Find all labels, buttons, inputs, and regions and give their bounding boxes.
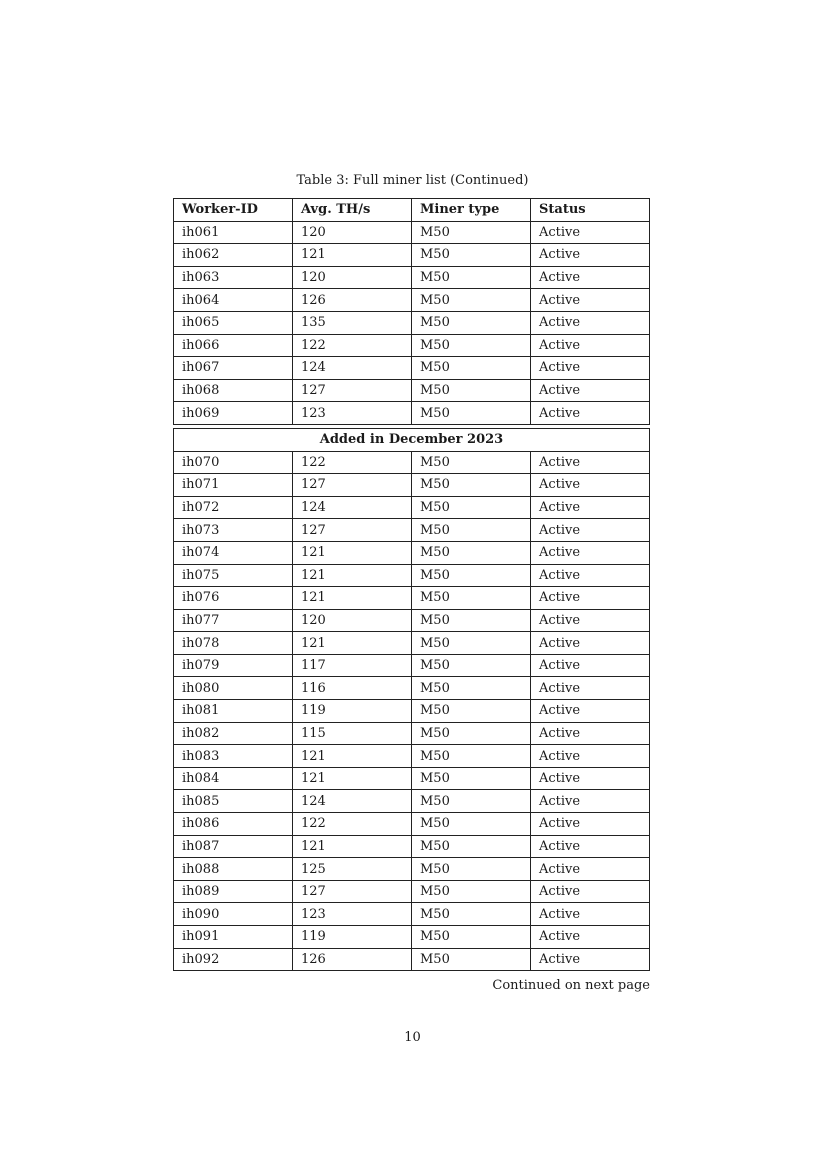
cell-worker-id: ih085 (174, 790, 293, 813)
cell-avg-ths: 127 (293, 379, 412, 402)
cell-avg-ths: 126 (293, 289, 412, 312)
cell-worker-id: ih081 (174, 700, 293, 723)
cell-miner-type: M50 (412, 677, 531, 700)
cell-miner-type: M50 (412, 767, 531, 790)
cell-worker-id: ih066 (174, 334, 293, 357)
cell-miner-type: M50 (412, 541, 531, 564)
cell-worker-id: ih061 (174, 221, 293, 244)
cell-worker-id: ih068 (174, 379, 293, 402)
cell-worker-id: ih083 (174, 745, 293, 768)
table-row (174, 654, 650, 677)
cell-miner-type: M50 (412, 474, 531, 497)
page-number: 10 (404, 1030, 421, 1045)
cell-worker-id: ih087 (174, 835, 293, 858)
table-row (174, 632, 650, 655)
table-row (174, 289, 650, 312)
cell-miner-type: M50 (412, 722, 531, 745)
cell-worker-id: ih091 (174, 926, 293, 949)
cell-status: Active (531, 289, 650, 312)
cell-miner-type: M50 (412, 451, 531, 474)
cell-avg-ths: 120 (293, 609, 412, 632)
table-row (174, 813, 650, 836)
cell-avg-ths: 121 (293, 244, 412, 267)
table-row (174, 790, 650, 813)
cell-miner-type: M50 (412, 519, 531, 542)
cell-worker-id: ih090 (174, 903, 293, 926)
cell-status: Active (531, 564, 650, 587)
cell-worker-id: ih077 (174, 609, 293, 632)
cell-miner-type: M50 (412, 564, 531, 587)
cell-avg-ths: 121 (293, 564, 412, 587)
cell-status: Active (531, 677, 650, 700)
cell-worker-id: ih065 (174, 311, 293, 334)
cell-worker-id: ih089 (174, 880, 293, 903)
cell-status: Active (531, 745, 650, 768)
cell-avg-ths: 127 (293, 880, 412, 903)
cell-miner-type: M50 (412, 496, 531, 519)
cell-worker-id: ih086 (174, 813, 293, 836)
table-body-part1 (174, 221, 650, 424)
table-row (174, 587, 650, 610)
cell-worker-id: ih074 (174, 541, 293, 564)
table-row (174, 858, 650, 881)
cell-status: Active (531, 722, 650, 745)
cell-status: Active (531, 221, 650, 244)
table-row (174, 745, 650, 768)
cell-worker-id: ih075 (174, 564, 293, 587)
cell-avg-ths: 115 (293, 722, 412, 745)
cell-miner-type: M50 (412, 221, 531, 244)
table-row (174, 767, 650, 790)
cell-status: Active (531, 813, 650, 836)
cell-miner-type: M50 (412, 903, 531, 926)
cell-miner-type: M50 (412, 587, 531, 610)
cell-avg-ths: 121 (293, 632, 412, 655)
cell-avg-ths: 119 (293, 700, 412, 723)
cell-miner-type: M50 (412, 609, 531, 632)
table-row (174, 402, 650, 425)
cell-miner-type: M50 (412, 289, 531, 312)
cell-status: Active (531, 357, 650, 380)
cell-avg-ths: 122 (293, 451, 412, 474)
table-body-part2 (174, 451, 650, 971)
table-row (174, 541, 650, 564)
cell-avg-ths: 117 (293, 654, 412, 677)
table-row (174, 244, 650, 267)
cell-avg-ths: 124 (293, 790, 412, 813)
miner-table (173, 198, 650, 971)
cell-miner-type: M50 (412, 379, 531, 402)
cell-worker-id: ih070 (174, 451, 293, 474)
cell-avg-ths: 121 (293, 835, 412, 858)
cell-status: Active (531, 880, 650, 903)
cell-avg-ths: 121 (293, 541, 412, 564)
cell-worker-id: ih071 (174, 474, 293, 497)
cell-status: Active (531, 700, 650, 723)
header-status: Status (531, 199, 650, 222)
cell-miner-type: M50 (412, 244, 531, 267)
cell-miner-type: M50 (412, 948, 531, 971)
cell-status: Active (531, 244, 650, 267)
cell-worker-id: ih092 (174, 948, 293, 971)
cell-avg-ths: 127 (293, 474, 412, 497)
cell-worker-id: ih064 (174, 289, 293, 312)
cell-avg-ths: 126 (293, 948, 412, 971)
cell-status: Active (531, 379, 650, 402)
cell-status: Active (531, 767, 650, 790)
cell-miner-type: M50 (412, 790, 531, 813)
cell-worker-id: ih062 (174, 244, 293, 267)
table-caption: Table 3: Full miner list (Continued) (296, 173, 529, 188)
cell-status: Active (531, 496, 650, 519)
cell-status: Active (531, 948, 650, 971)
cell-worker-id: ih076 (174, 587, 293, 610)
cell-avg-ths: 123 (293, 402, 412, 425)
cell-worker-id: ih082 (174, 722, 293, 745)
cell-status: Active (531, 926, 650, 949)
cell-miner-type: M50 (412, 402, 531, 425)
table-row (174, 948, 650, 971)
cell-miner-type: M50 (412, 745, 531, 768)
cell-miner-type: M50 (412, 835, 531, 858)
cell-status: Active (531, 334, 650, 357)
header-worker-id: Worker-ID (174, 199, 293, 222)
cell-status: Active (531, 654, 650, 677)
cell-miner-type: M50 (412, 880, 531, 903)
continued-note: Continued on next page (492, 978, 650, 993)
cell-avg-ths: 121 (293, 587, 412, 610)
table-row (174, 903, 650, 926)
table-row (174, 496, 650, 519)
cell-worker-id: ih063 (174, 266, 293, 289)
table-row (174, 722, 650, 745)
table-row (174, 609, 650, 632)
cell-miner-type: M50 (412, 654, 531, 677)
table-row (174, 700, 650, 723)
table-row (174, 451, 650, 474)
cell-miner-type: M50 (412, 813, 531, 836)
cell-status: Active (531, 609, 650, 632)
cell-status: Active (531, 519, 650, 542)
cell-status: Active (531, 790, 650, 813)
cell-miner-type: M50 (412, 334, 531, 357)
table-header-row (174, 199, 650, 222)
cell-avg-ths: 119 (293, 926, 412, 949)
header-avg-ths: Avg. TH/s (293, 199, 412, 222)
cell-miner-type: M50 (412, 266, 531, 289)
cell-worker-id: ih084 (174, 767, 293, 790)
header-miner-type: Miner type (412, 199, 531, 222)
cell-worker-id: ih078 (174, 632, 293, 655)
table-row (174, 880, 650, 903)
table-row (174, 379, 650, 402)
section-row (174, 428, 650, 451)
cell-worker-id: ih072 (174, 496, 293, 519)
table-row (174, 835, 650, 858)
cell-miner-type: M50 (412, 357, 531, 380)
cell-worker-id: ih069 (174, 402, 293, 425)
cell-status: Active (531, 903, 650, 926)
cell-avg-ths: 120 (293, 221, 412, 244)
cell-avg-ths: 116 (293, 677, 412, 700)
cell-miner-type: M50 (412, 632, 531, 655)
table-row (174, 519, 650, 542)
cell-avg-ths: 127 (293, 519, 412, 542)
cell-worker-id: ih080 (174, 677, 293, 700)
cell-status: Active (531, 632, 650, 655)
cell-avg-ths: 122 (293, 813, 412, 836)
cell-avg-ths: 135 (293, 311, 412, 334)
cell-avg-ths: 120 (293, 266, 412, 289)
cell-status: Active (531, 835, 650, 858)
cell-avg-ths: 124 (293, 496, 412, 519)
table-row (174, 266, 650, 289)
table-row (174, 334, 650, 357)
cell-status: Active (531, 266, 650, 289)
cell-worker-id: ih088 (174, 858, 293, 881)
cell-worker-id: ih067 (174, 357, 293, 380)
cell-miner-type: M50 (412, 311, 531, 334)
table-row (174, 474, 650, 497)
cell-status: Active (531, 311, 650, 334)
table-row (174, 564, 650, 587)
cell-status: Active (531, 451, 650, 474)
cell-worker-id: ih079 (174, 654, 293, 677)
cell-avg-ths: 125 (293, 858, 412, 881)
cell-avg-ths: 123 (293, 903, 412, 926)
cell-status: Active (531, 587, 650, 610)
cell-status: Active (531, 541, 650, 564)
cell-avg-ths: 121 (293, 745, 412, 768)
section-label: Added in December 2023 (174, 428, 650, 451)
cell-avg-ths: 124 (293, 357, 412, 380)
cell-miner-type: M50 (412, 926, 531, 949)
table-row (174, 677, 650, 700)
cell-status: Active (531, 474, 650, 497)
table-row (174, 311, 650, 334)
cell-avg-ths: 121 (293, 767, 412, 790)
table-row (174, 926, 650, 949)
cell-avg-ths: 122 (293, 334, 412, 357)
table-row (174, 357, 650, 380)
table-row (174, 221, 650, 244)
cell-worker-id: ih073 (174, 519, 293, 542)
cell-status: Active (531, 858, 650, 881)
section-separator (174, 424, 650, 451)
cell-status: Active (531, 402, 650, 425)
cell-miner-type: M50 (412, 700, 531, 723)
cell-miner-type: M50 (412, 858, 531, 881)
